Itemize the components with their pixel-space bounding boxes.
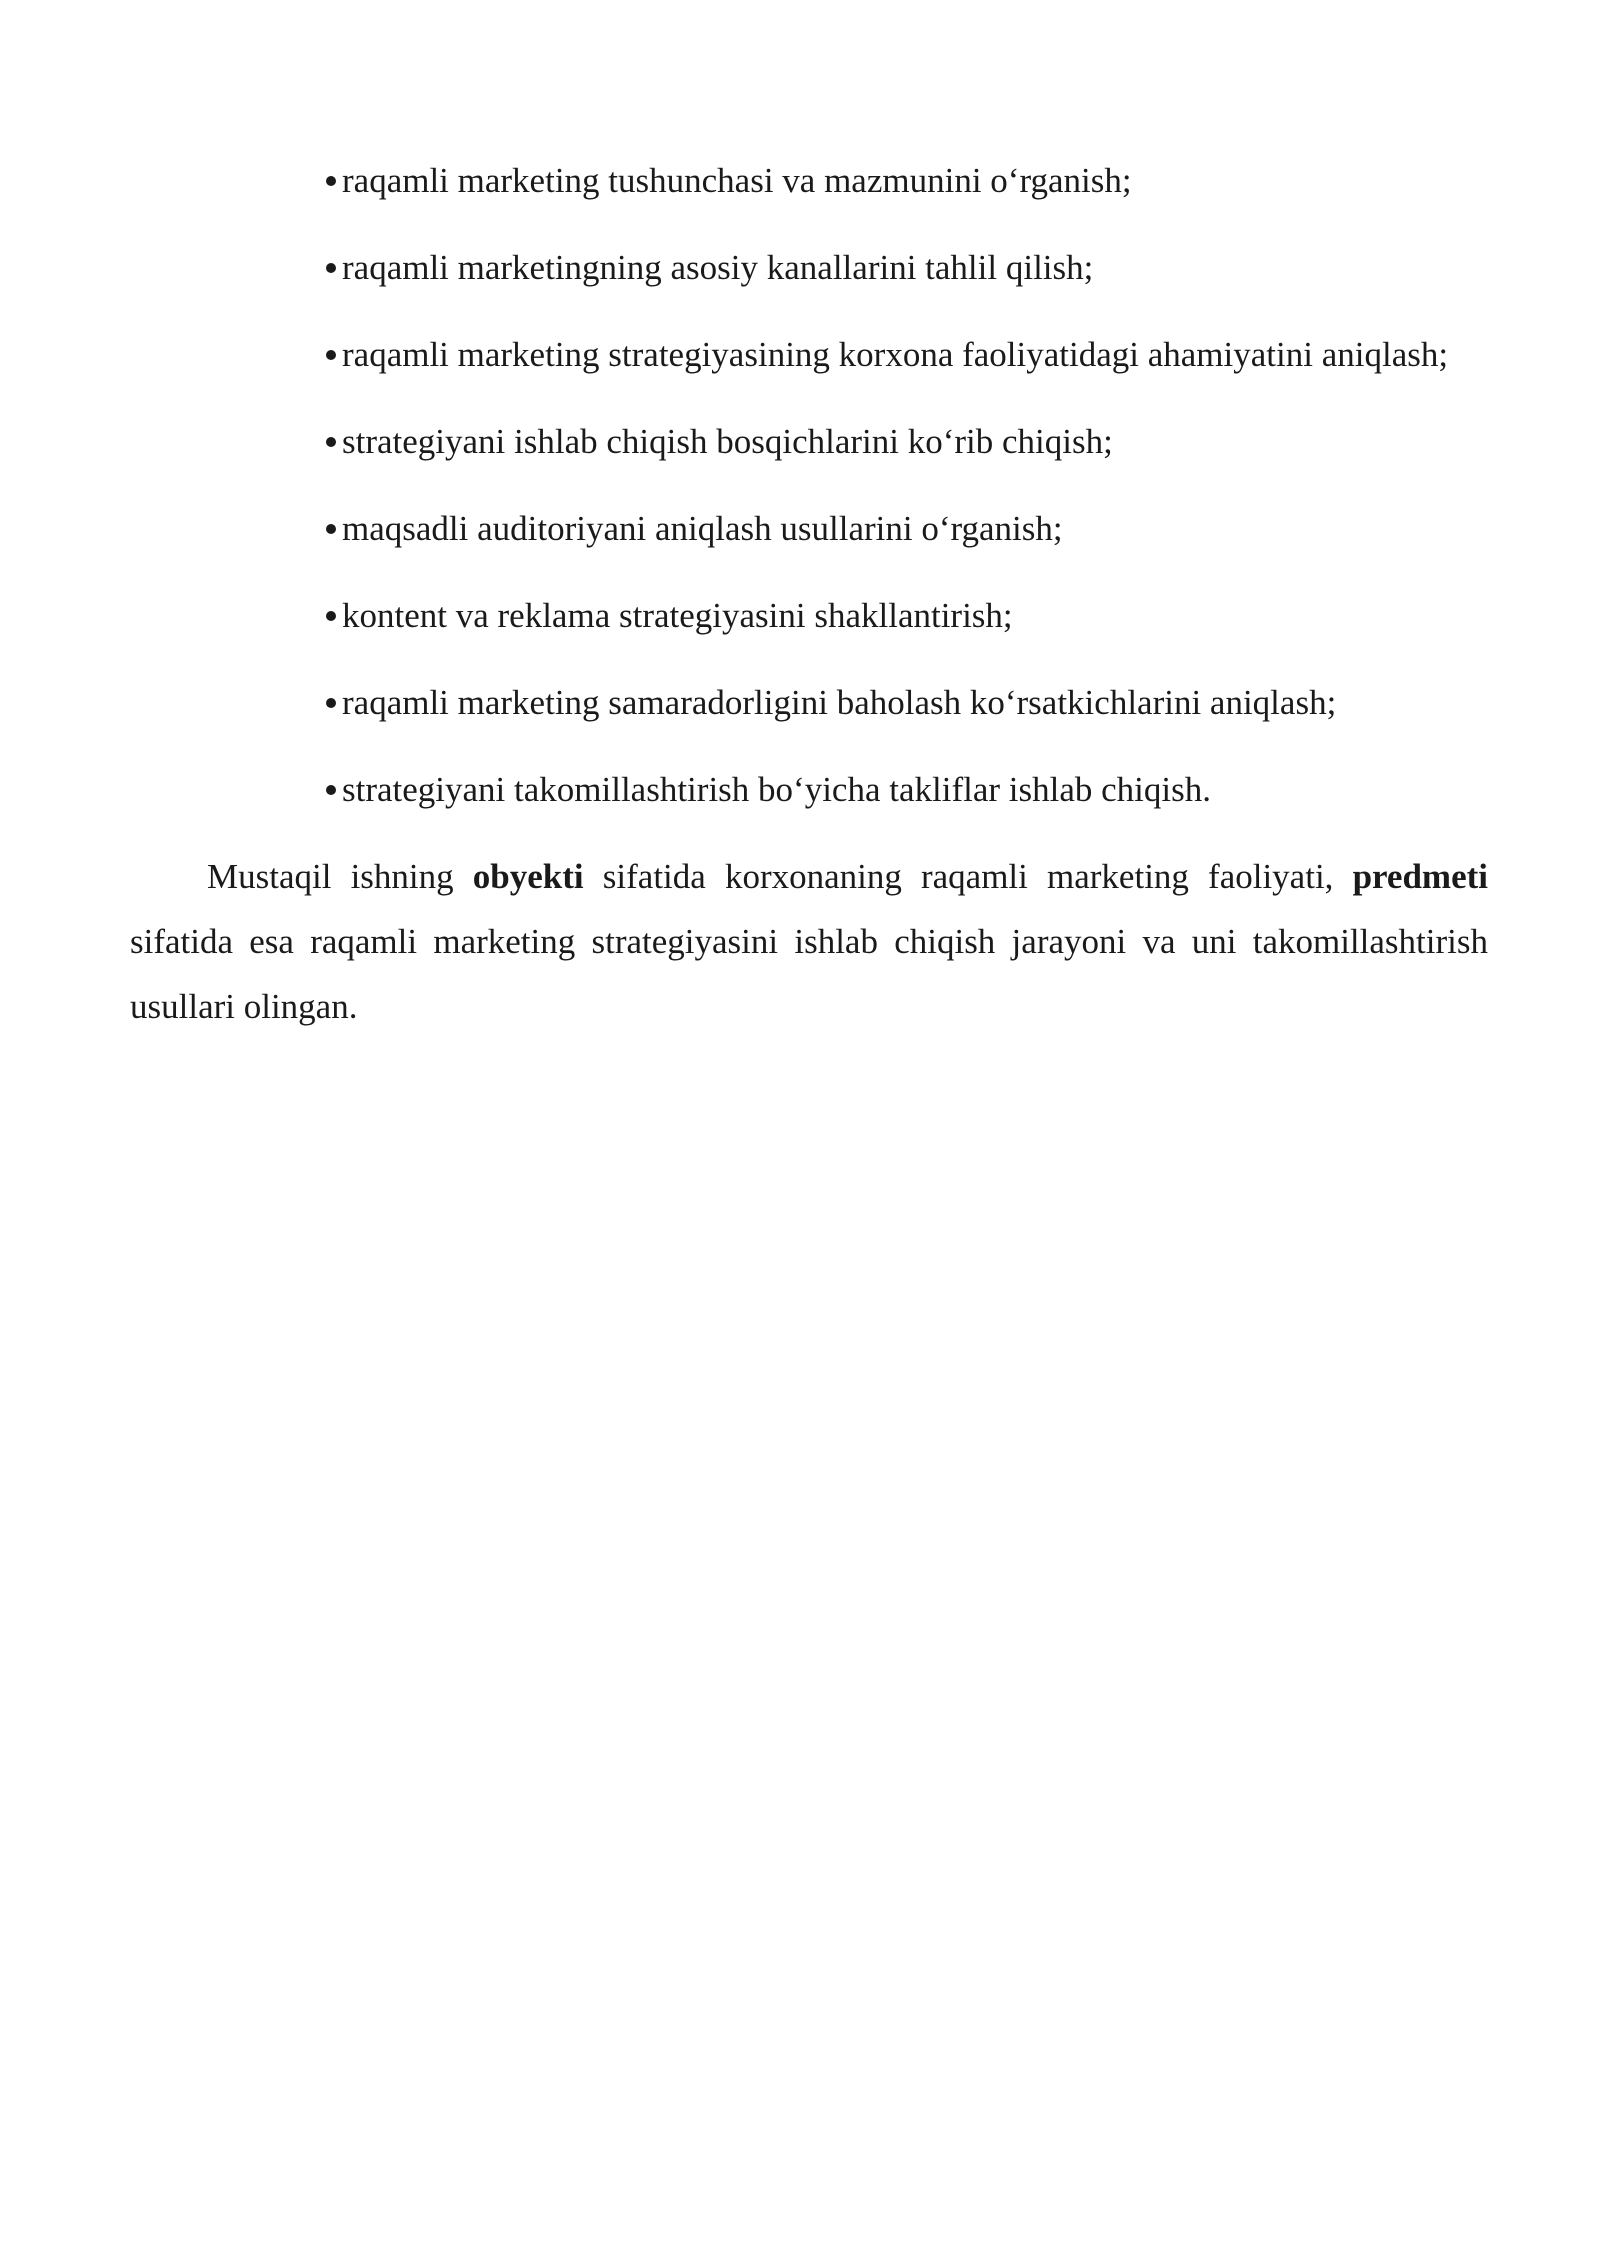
bullet-icon: [326, 524, 336, 534]
list-item-text: maqsadli auditoriyani aniqlash usullarini o‘rganish;: [342, 509, 1063, 548]
list-item-text: strategiyani takomillashtirish bo‘yicha takliflar ishlab chiqish.: [342, 770, 1211, 809]
list-item: [326, 148, 1488, 213]
bullet-icon: [326, 437, 336, 447]
bullet-icon: [326, 698, 336, 708]
list-item: [326, 235, 1488, 300]
paragraph-text: sifatida esa raqamli marketing strategiyasini ishlab chiqish jarayoni va uni takomillashtirish usullari olingan.: [130, 922, 1488, 1026]
list-item: [228, 670, 1488, 735]
bullet-icon: [326, 176, 336, 186]
list-item-text: kontent va reklama strategiyasini shakllantirish;: [342, 596, 1013, 635]
bullet-icon: [326, 611, 336, 621]
objectives-list: [326, 148, 1488, 822]
object-subject-paragraph: [130, 844, 1488, 1039]
list-item: [326, 583, 1488, 648]
subject-term: predmeti: [1352, 857, 1488, 896]
paragraph-text: sifatida korxonaning raqamli marketing faoliyati,: [583, 857, 1353, 896]
list-item-text: raqamli marketing strategiyasining korxona faoliyatidagi ahamiyatini aniqlash;: [342, 335, 1449, 374]
list-item: [326, 757, 1488, 822]
list-item: [326, 409, 1488, 474]
list-item-text: strategiyani ishlab chiqish bosqichlarini ko‘rib chiqish;: [342, 422, 1113, 461]
paragraph-text: Mustaqil ishning: [207, 857, 473, 896]
bullet-icon: [326, 785, 336, 795]
bullet-icon: [326, 350, 336, 360]
list-item-text: raqamli marketingning asosiy kanallarini tahlil qilish;: [342, 248, 1094, 287]
document-body: [130, 148, 1488, 1039]
bullet-icon: [326, 263, 336, 273]
list-item-text: raqamli marketing tushunchasi va mazmunini o‘rganish;: [342, 161, 1132, 200]
list-item-text: raqamli marketing samaradorligini baholash ko‘rsatkichlarini aniqlash;: [342, 683, 1337, 722]
object-term: obyekti: [472, 857, 584, 896]
list-item: [326, 496, 1488, 561]
list-item: [228, 322, 1488, 387]
